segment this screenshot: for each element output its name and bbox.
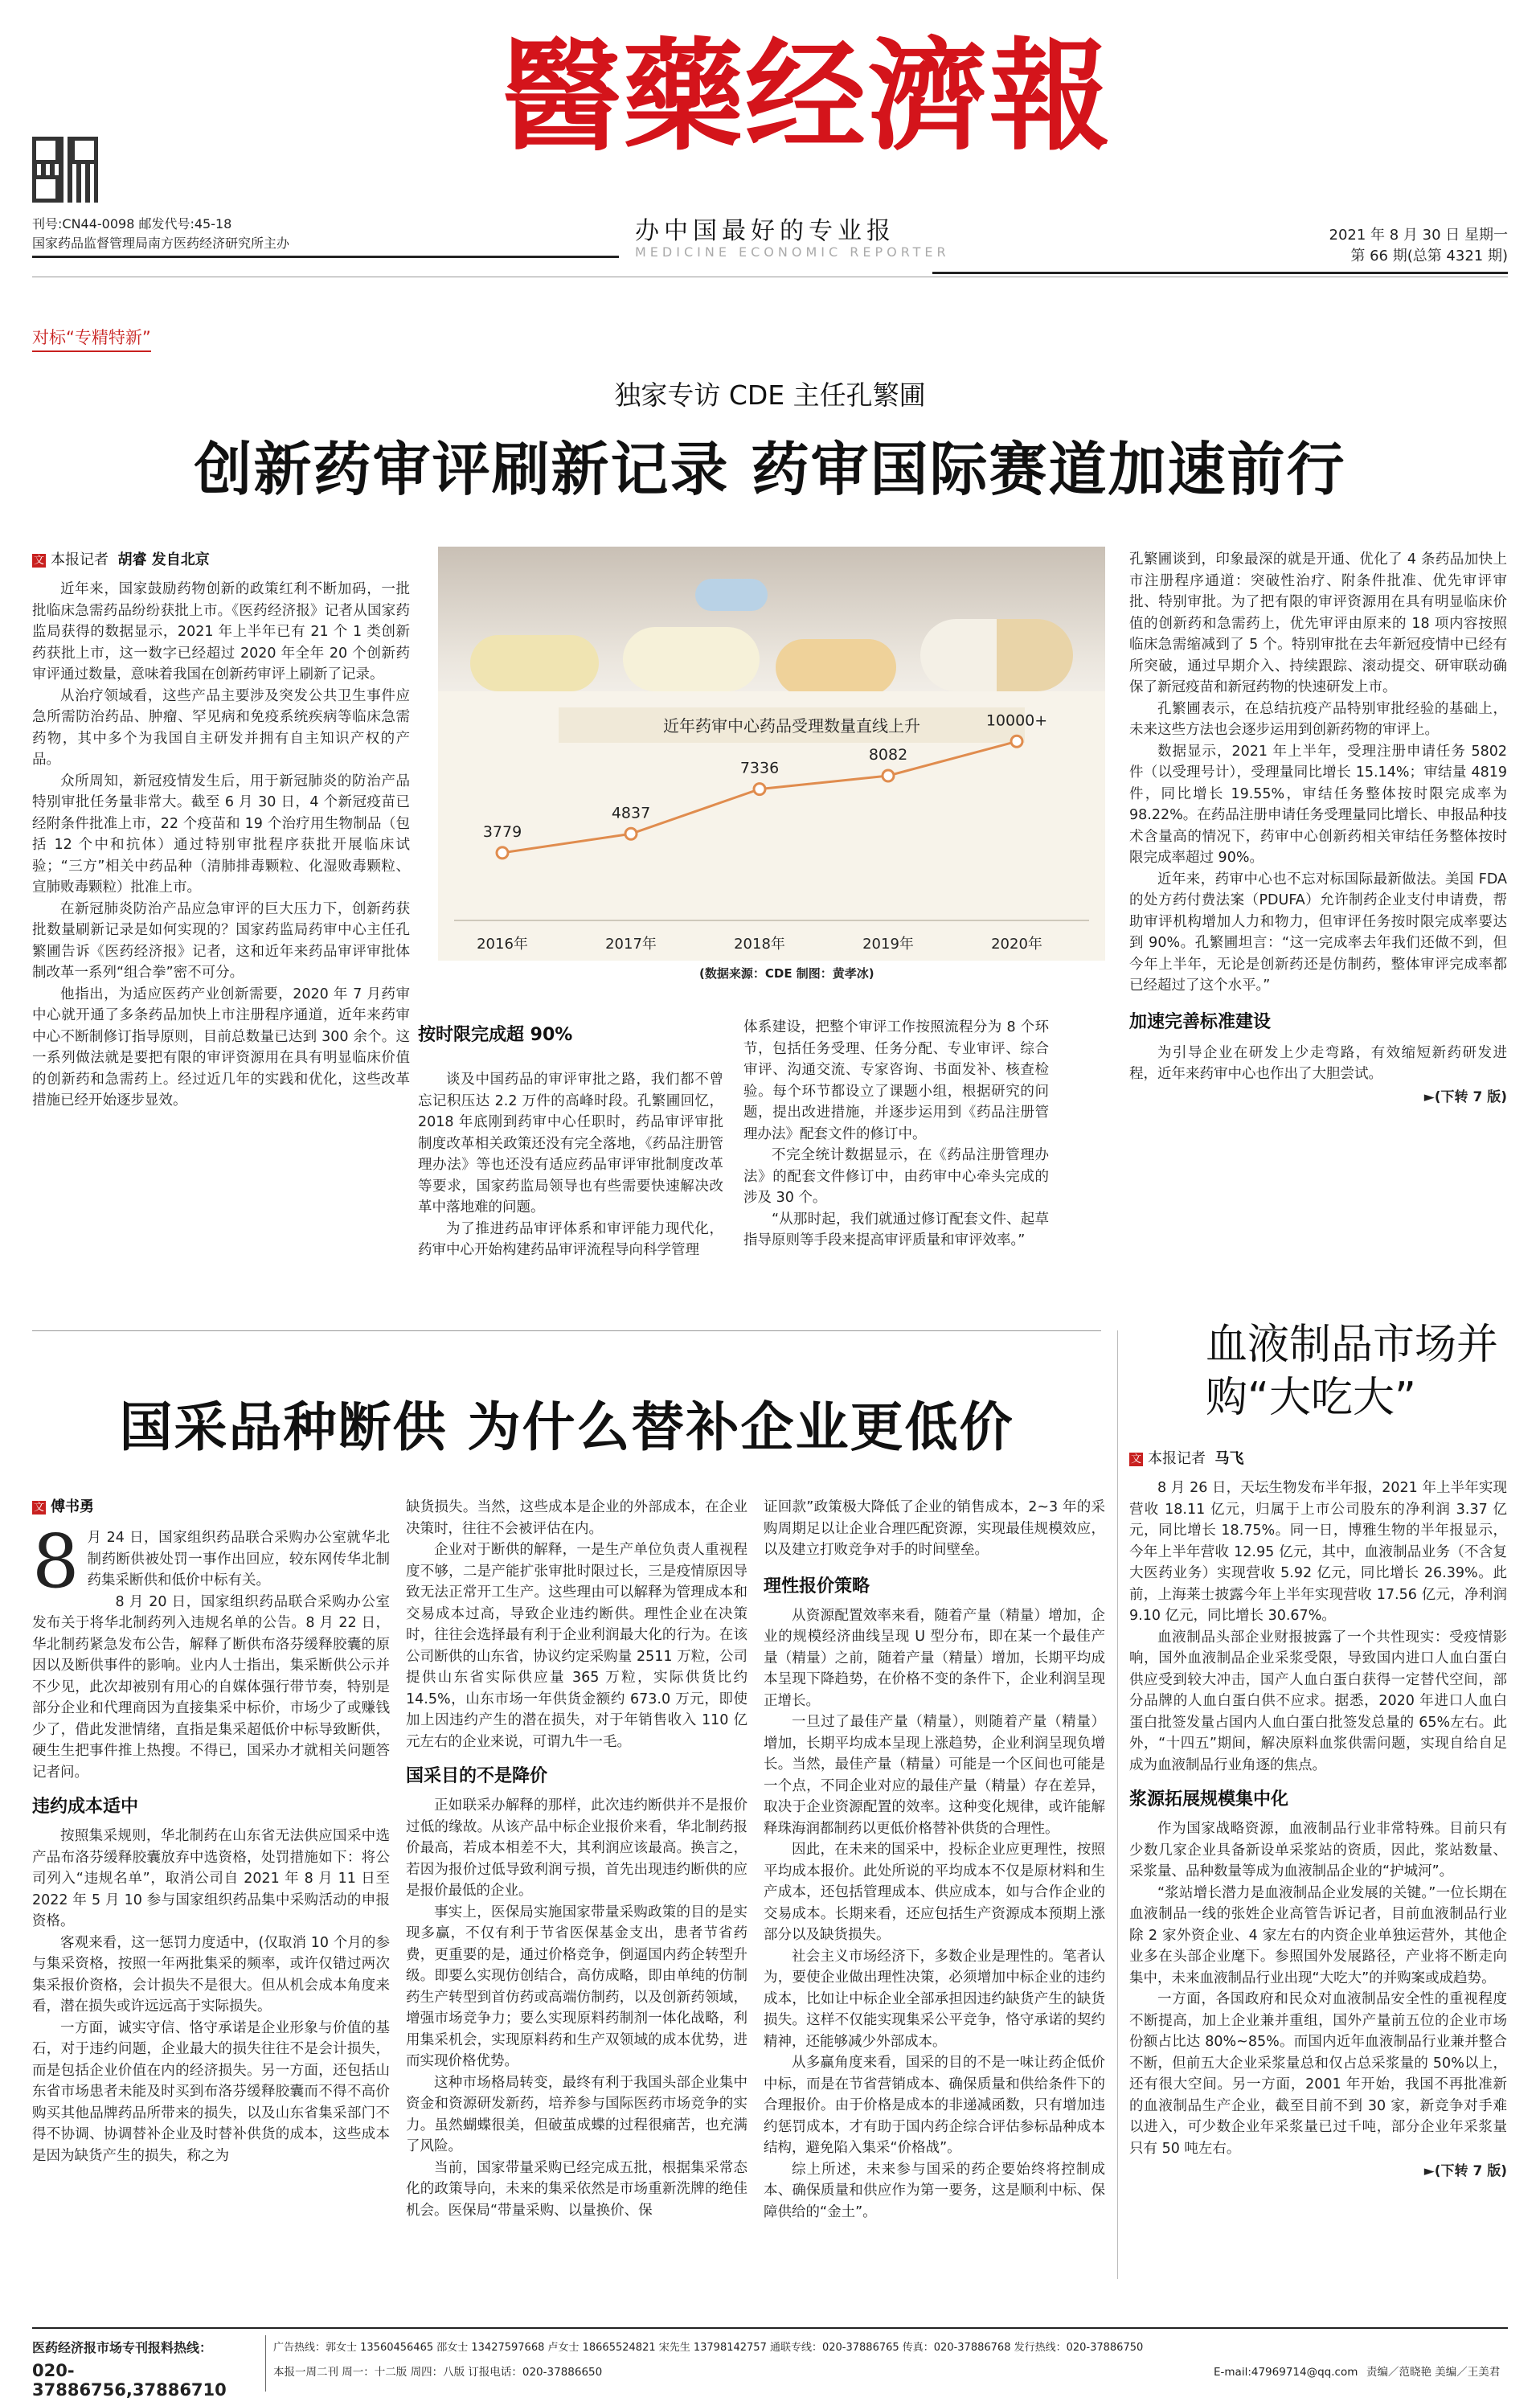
article-mark-icon: 文 [33,1501,44,1514]
masthead-rule-left [32,256,619,258]
paragraph: 月 24 日，国家组织药品联合采购办公室就华北制药断供被处罚一事作出回应，较东网传华北制药集采断供和低价中标有关。 [87,1530,390,1588]
data-label: 3779 [482,822,522,841]
article2-title: 国采品种断供 为什么替补企业更低价 [119,1396,1014,1458]
jump-link[interactable]: ►(下转 7 版) [1423,1088,1507,1105]
article2-subhead3: 理性报价策略 [764,1576,870,1596]
article1-byline: 文 本报记者 胡睿 发自北京 [33,551,210,568]
data-label: 8082 [868,745,908,764]
article2-subhead1: 违约成本适中 [32,1797,139,1817]
section-divider [32,1330,1101,1331]
article2-byline: 文 傅书勇 [33,1498,94,1515]
x-tick-label: 2019年 [862,936,914,953]
drop-cap: 8 [32,1519,80,1605]
article3-col [1129,1478,1507,2179]
paragraph: 事实上，医保局实施国家带量采购政策的目的是实现多赢，不仅有利于节省医保基金支出，患者节省药费，更重要的是，通过价格竞争，倒逼国内药企转型升级。即要么实现仿创结合，高仿成略，即由单纯的仿制药生产转型到首仿药或高端仿制药，以及创新药领域，增强市场竞争力；要么实现原料药制剂一体化战略，利用集采机会，实现原料药和生产双领域的成本优势，进而实现价格优势。 [406,1904,747,2069]
paragraph: 作为国家战略资源，血液制品行业非常特殊。目前只有少数几家企业具备新设单采浆站的资质，因此，浆站数量、采浆量、品种数量等成为血液制品企业的“护城河”。 [1129,1821,1507,1879]
issue-number: 第 66 期(总第 4321 期) [1350,248,1508,264]
jump-link[interactable]: ►(下转 7 版) [1423,2163,1507,2179]
paragraph: 从多赢角度来看，国采的目的不是一味让药企低价中标，而是在节省营销成本、确保质量和供给条件下的合理报价。由于价格是成本的非递减函数，只有增加违约惩罚成本，才有助于国内药企综合评估参标品种成本结构，避免陷入集采“价格战”。 [764,2055,1105,2156]
data-point [883,770,894,781]
paragraph: 当前，国家带量采购已经完成五批，根据集采常态化的政策导向，未来的集采依然是市场重新洗牌的绝佳机会。医保局“带量采购、以量换价、保 [406,2159,747,2219]
paragraph: “从那时起，我们就通过修订配套文件、起草指导原则等手段来提高审评质量和审评效率。” [743,1211,1049,1248]
data-label: 4837 [611,804,651,822]
article1-col2 [418,1069,723,1261]
paragraph: 8 月 20 日，国家组织药品联合采购办公室发布关于将华北制药列入违规名单的公告。8 月 22 日，华北制药紧急发布公告，解释了断供布洛芬缓释胶囊的原因以及断供事件的影响。业内人士指出，集采断供公示并不少见，此次却被别有用心的自媒体强行带节奏，特别是部分企业和代理商因为直接集采中标价，市场少了或赚钱少了，借此发泄情绪，直指是集采超低价中标导致断供，硬生生把事件推上热搜。不得已，国采办才就相关问题答记者问。 [32,1593,390,1781]
slogan-en: MEDICINE ECONOMIC REPORTER [635,244,950,260]
paragraph: 社会主义市场经济下，多数企业是理性的。笔者认为，要使企业做出理性决策，必须增加中标企业的违约成本，比如让中标企业全部承担因违约缺货产生的缺货损失。这样不仅能实现集采公平竞争，恪守承诺的契约精神，还能够减少外部成本。 [764,1948,1105,2050]
paragraph: 一旦过了最佳产量（精量），则随着产量（精量）增加，长期平均成本呈现上涨趋势，企业利润呈现负增长。当然，最佳产量（精量）可能是一个区间也可能是一个点，不同企业对应的最佳产量（精量）存在差异，取决于企业资源配置的效率。这种变化规律，或许能解释珠海润都制药以更低价格替补供货的合理性。 [764,1714,1105,1837]
paragraph: 正如联采办解释的那样，此次违约断供并不是报价过低的缘故。从该产品中标企业报价来看，华北制药报价最高，若成本相差不大，其利润应该最高。换言之，若因为报价过低导致利润亏损，首先出现违约断供的应是报价最低的企业。 [406,1797,747,1899]
footer-rule [32,2327,1508,2329]
article1-subhead1: 按时限完成超 90% [418,1025,573,1045]
issue-codes: 刊号:CN44-0098 邮发代号:45-18 [32,216,232,232]
paragraph: 数据显示，2021 年上半年，受理注册申请任务 5802 件（以受理号计），受理量同比增长 15.14%；审结量 4819 件，同比增长 19.55%，审结任务整体按时限完成率为 98.22%。在药品注册申请任务受理量同比增长、申报品种技术含量高的情况下，药审中心创新药相关审结任务整体按时限完成率超过 90%。 [1129,743,1507,866]
paragraph: 孔繁圃谈到，印象最深的就是开通、优化了 4 条药品加快上市注册程序通道：突破性治疗、附条件批准、优先审评审批、特别审批。为了把有限的审评资源用在具有明显临床价值的创新药和急需药上，优先审评由原来的 18 项内容按照临床急需缩减到了 5 个。特别审批在去年新冠疫情中已经有所突破，通过早期介入、持续跟踪、滚动提交、研审联动确保了新冠疫苗和新冠药物的快速研发上市。 [1129,551,1507,695]
paragraph: 众所周知，新冠疫情发生后，用于新冠肺炎的防治产品特别审批任务量非常大。截至 6 月 30 日，4 个新冠疫苗已经附条件批准上市，22 个疫苗和 19 个治疗用生物制品（包括 12 个中和抗体）通过特别审批程序获批开展临床试验；“三方”相关中药品种（清肺排毒颗粒、化湿败毒颗粒、宣肺败毒颗粒）批准上市。 [32,773,410,896]
hotline-label: 医药经济报市场专刊报料热线： [32,2340,213,2355]
x-tick-label: 2017年 [605,936,657,953]
data-point [1011,736,1022,747]
sponsor-line: 国家药品监督管理局南方医药经济研究所主办 [32,236,290,251]
article2-col1 [32,1519,390,2166]
column-tag: 对标“专精特新” [32,325,151,352]
article3-subhead: 浆源拓展规模集中化 [1129,1789,1289,1810]
paragraph: 为引导企业在研发上少走弯路，有效缩短新药研发进程，近年来药审中心也作出了大胆尝试。 [1129,1044,1507,1082]
article3-title: 血液制品市场并购“大吃大” [1206,1321,1499,1422]
article2-subhead2: 国采目的不是降价 [406,1766,548,1786]
paragraph: 这种市场格局转变，最终有利于我国头部企业集中资金和资源研发新药，培养参与国际医药市场竞争的实力。虽然蝴蝶很美，但破茧成蝶的过程很痛苦，也充满了风险。 [406,2074,747,2154]
data-label: 10000+ [985,711,1048,730]
data-point [625,828,637,839]
paragraph: 一方面，诚实守信、恪守承诺是企业形象与价值的基石，对于违约问题，企业最大的损失往往不是会计损失，而是包括企业价值在内的经济损失。另一方面，还包括山东省市场患者未能及时买到布洛芬缓释胶囊而不得不高价购买其他品牌药品所带来的损失，以及山东省集采部门不得不协调、协调替补企业及时替补供货的成本，这些成本是因为缺货产生的损失，称之为 [32,2019,390,2164]
column-divider [1117,1330,1118,2279]
slogan: 办中国最好的专业报 [635,217,895,245]
article-mark-icon: 文 [1130,1453,1141,1465]
article1-kicker: 独家专访 CDE 主任孔繁圃 [614,379,926,411]
paragraph: 一方面，各国政府和民众对血液制品安全性的重视程度不断提高，加上企业兼并重组，国外产量前五位的企业市场份额占比达 80%~85%。而国内近年血液制品行业兼并整合不断，但前五大企业采浆量总和仅占总采浆量的 50%以上，还有很大空间。另一方面，2001 年开始，我国不再批准新的血液制品生产企业，截至目前不到 30 家，新竞争对手难以进入，可少数企业年采浆量已过千吨，部分企业年采浆量只有 50 吨左右。 [1129,1991,1507,2157]
x-tick-label: 2018年 [734,936,785,953]
paragraph: 客观来看，这一惩罚力度适中，(仅取消 10 个月的参与集采资格，按照一年两批集采的频率，或许仅错过两次集采报价资格，会计损失不是很大。但从机会成本角度来看，潜在损失或许远远高于实际损失。 [32,1934,390,2015]
footer-line1: 广告热线：郭女士 13560456465 邵女士 13427597668 卢女士 18665524821 宋先生 13798142757 通联专线：020-37886765 传真：020-37886768 发行热线：020-37886750 [273,2342,1144,2354]
paragraph: 证回款”政策极大降低了企业的销售成本，2~3 年的采购周期足以让企业合理匹配资源，实现最佳规模效应，以及建立打败竞争对手的时间壁垒。 [764,1499,1105,1558]
paragraph: 综上所述，未来参与国采的药企要始终将控制成本、确保质量和供应作为第一要务，这是顺利中标、保障供给的“金土”。 [764,2161,1105,2220]
newspaper-logo: 醫藥经濟報 [500,26,1112,167]
paragraph: 为了推进药品审评体系和审评能力现代化，药审中心开始构建药品审评流程导向科学管理 [418,1220,723,1258]
footer-line2: 本报一周二刊 周一：十二版 周四：八版 订报电话：020-37886650 [273,2366,603,2379]
data-point [497,847,508,859]
footer-editors: 责编／范晓艳 美编／王美君 [1366,2366,1501,2379]
article1-col4 [1129,549,1507,1105]
paragraph: 企业对于断供的解释，一是生产单位负责人重视程度不够，二是产能扩张审批时限过长，三是疫情原因导致无法正常开工生产。这些理由可以解释为管理成本和交易成本过高，导致企业违约断供。理性企业在决策时，往往会选择最有利于企业利润最大化的行为。在该公司断供的山东省，协议约定采购量 2511 万粒，公司提供山东省实际供应量 365 万粒，实际供货比约 14.5%，山东市场一年供货金额约 673.0 万元，即使加上因违约产生的潜在损失，对于年销售收入 110 亿元左右的企业来说，可谓九牛一毛。 [406,1542,747,1750]
article1-subhead2: 加速完善标准建设 [1129,1011,1272,1032]
article1-title: 创新药审评刷新记录 药审国际赛道加速前行 [194,436,1346,503]
paragraph: “浆站增长潜力是血液制品企业发展的关键。”一位长期在血液制品一线的张姓企业高管告诉记者，目前血液制品行业除 2 家外资企业、4 家左右的内资企业单独运营外，其他企业多在头部企业麾下。参照国外发展路径，产业将不断走向集中，未来血液制品行业出现“大吃大”的并购案或成趋势。 [1129,1884,1507,1986]
paragraph: 近年来，药审中心也不忘对标国际最新做法。美国 FDA 的处方药付费法案（PDUFA）允许制药企业支付申请费，帮助审评机构增加人力和物力，但审评任务按时限完成率要达到 90%。孔繁圃坦言：“这一完成率去年我们还做不到，但今年上半年，无论是创新药还是仿制药，整体审评完成率都已经超过了这个水平。” [1129,871,1507,994]
chart-source: (数据来源：CDE 制图：黄孝冰) [699,966,874,981]
paragraph: 近年来，国家鼓励药物创新的政策红利不断加码，一批批临床急需药品纷纷获批上市。《医药经济报》记者从国家药监局获得的数据显示，2021 年上半年已有 21 个 1 类创新药获批上市，这一数字已经超过 2020 年全年 20 个创新药审评通过数量，意味着我国在创新药审评上刷新了记录。 [32,581,410,682]
article1-col3 [743,1017,1049,1252]
paragraph: 从治疗领域看，这些产品主要涉及突发公共卫生事件应急所需防治药品、肿瘤、罕见病和免疫系统疾病等临床急需药物，其中多个为我国自主研发并拥有自主知识产权的产品。 [32,687,410,768]
paragraph: 缺货损失。当然，这些成本是企业的外部成本，在企业决策时，往往不会被评估在内。 [406,1499,747,1537]
masthead-rule-right [932,272,1508,274]
paragraph: 按照集采规则，华北制药在山东省无法供应国采中选产品布洛芬缓释胶囊放弃中选资格，处罚措施如下：将公司列入“违规名单”，取消公司自 2021 年 8 月 11 日至 2022 年 5 月 10 参与国家组织药品集中采购活动的申报资格。 [32,1828,390,1929]
article-mark-icon: 文 [33,554,44,567]
x-tick-label: 2020年 [991,936,1042,953]
x-tick-label: 2016年 [477,936,528,953]
data-label: 7336 [739,759,780,777]
paragraph: 他指出，为适应医药产业创新需要，2020 年 7 月药审中心就开通了多条药品加快上市注册程序通道，近年来药审中心不断制修订指导原则，目前总数量已达到 300 余个。这一系列做法就是要把有限的审评资源用在具有明显临床价值的创新药和急需药上。经过近几年的实践和优化，这些改革措施已经开始逐步显效。 [32,986,410,1109]
article3-byline: 文 本报记者 马飞 [1130,1450,1244,1467]
paragraph: 8 月 26 日，天坛生物发布半年报，2021 年上半年实现营收 18.11 亿元，归属于上市公司股东的净利润 3.37 亿元，同比增长 18.75%。同一日，博雅生物的半年报显示，今年上半年营收 12.95 亿元，其中，血液制品业务（不含复大医药业务）实现营收 5.92 亿元，同比增长 26.39%。此前，上海莱士披露今年上半年实现营收 17.56 亿元，净利润 9.10 亿元，同比增长 30.67%。 [1129,1480,1507,1624]
footer-divider [265,2335,266,2392]
paragraph: 谈及中国药品的审评审批之路，我们都不曾忘记积压达 2.2 万件的高峰时段。孔繁圃回忆，2018 年底刚到药审中心任职时，药品审评审批制度改革相关政策还没有完全落地，《药品注册管理办法》等也还没有适应药品审评审批制度改革等要求，国家药监局领导也有些需要快速解决改革中落地难的问题。 [418,1072,723,1215]
hotline-numbers: 020-37886756,37886710 [32,2361,227,2400]
article2-col3 [764,1497,1105,2223]
issue-date: 2021 年 8 月 30 日 星期一 [1329,227,1508,244]
footer-hotline [32,2338,265,2400]
article2-col2 [406,1497,747,2221]
paragraph: 从资源配置效率来看，随着产量（精量）增加，企业的规模经济曲线呈现 U 型分布，即在某一个最佳产量（精量）之前，随着产量（精量）增加，长期平均成本呈现下降趋势，在价格不变的条件下，企业利润呈现正增长。 [764,1607,1105,1709]
paragraph: 因此，在未来的国采中，投标企业应更理性，按照平均成本报价。此处所说的平均成本不仅是原材料和生产成本，还包括管理成本、供应成本，如与合作企业的交易成本。长期来看，还应包括生产资源成本预期上涨部分以及缺货损失。 [764,1842,1105,1943]
paragraph: 在新冠肺炎防治产品应急审评的巨大压力下，创新药获批数量刷新记录是如何实现的？国家药监局药审中心主任孔繁圃告诉《医药经济报》记者，这和近年来药品审评审批体制改革一系列“组合拳”密不可分。 [32,900,410,981]
qr-code [32,137,98,203]
chart-title: 近年药审中心药品受理数量直线上升 [663,716,920,736]
paragraph: 孔繁圃表示，在总结抗疫产品特别审批经验的基础上，未来这些方法也会逐步运用到创新药物的审评上。 [1129,700,1507,738]
article1-col1 [32,579,410,1112]
chart-panel [438,547,1105,985]
paragraph: 体系建设，把整个审评工作按照流程分为 8 个环节，包括任务受理、任务分配、专业审评、综合审评、沟通交流、专家咨询、书面发补、核查检验。每个环节都设立了课题小组，根据研究的问题，提出改进措施，并逐步运用到《药品注册管理办法》配套文件的修订中。 [743,1019,1049,1142]
line-chart [438,547,1105,961]
data-point [754,784,765,795]
paragraph: 不完全统计数据显示，在《药品注册管理办法》的配套文件修订中，由药审中心牵头完成的涉及 30 个。 [743,1147,1049,1206]
footer-email: E-mail:47969714@qq.com [1214,2366,1358,2379]
paragraph: 血液制品头部企业财报披露了一个共性现实：受疫情影响，国外血液制品企业采浆受限，导致国内进口人血白蛋白供应受到较大冲击，国产人血白蛋白获得一定替代空间，部分品牌的人血白蛋白供不应求。据悉，2020 年进口人血白蛋白批签发量占国内人血白蛋白批签发总量的 65%左右。此外，“十四五”期间，解决原料血浆供需问题，实现自给自足成为血液制品行业角逐的焦点。 [1129,1629,1507,1773]
